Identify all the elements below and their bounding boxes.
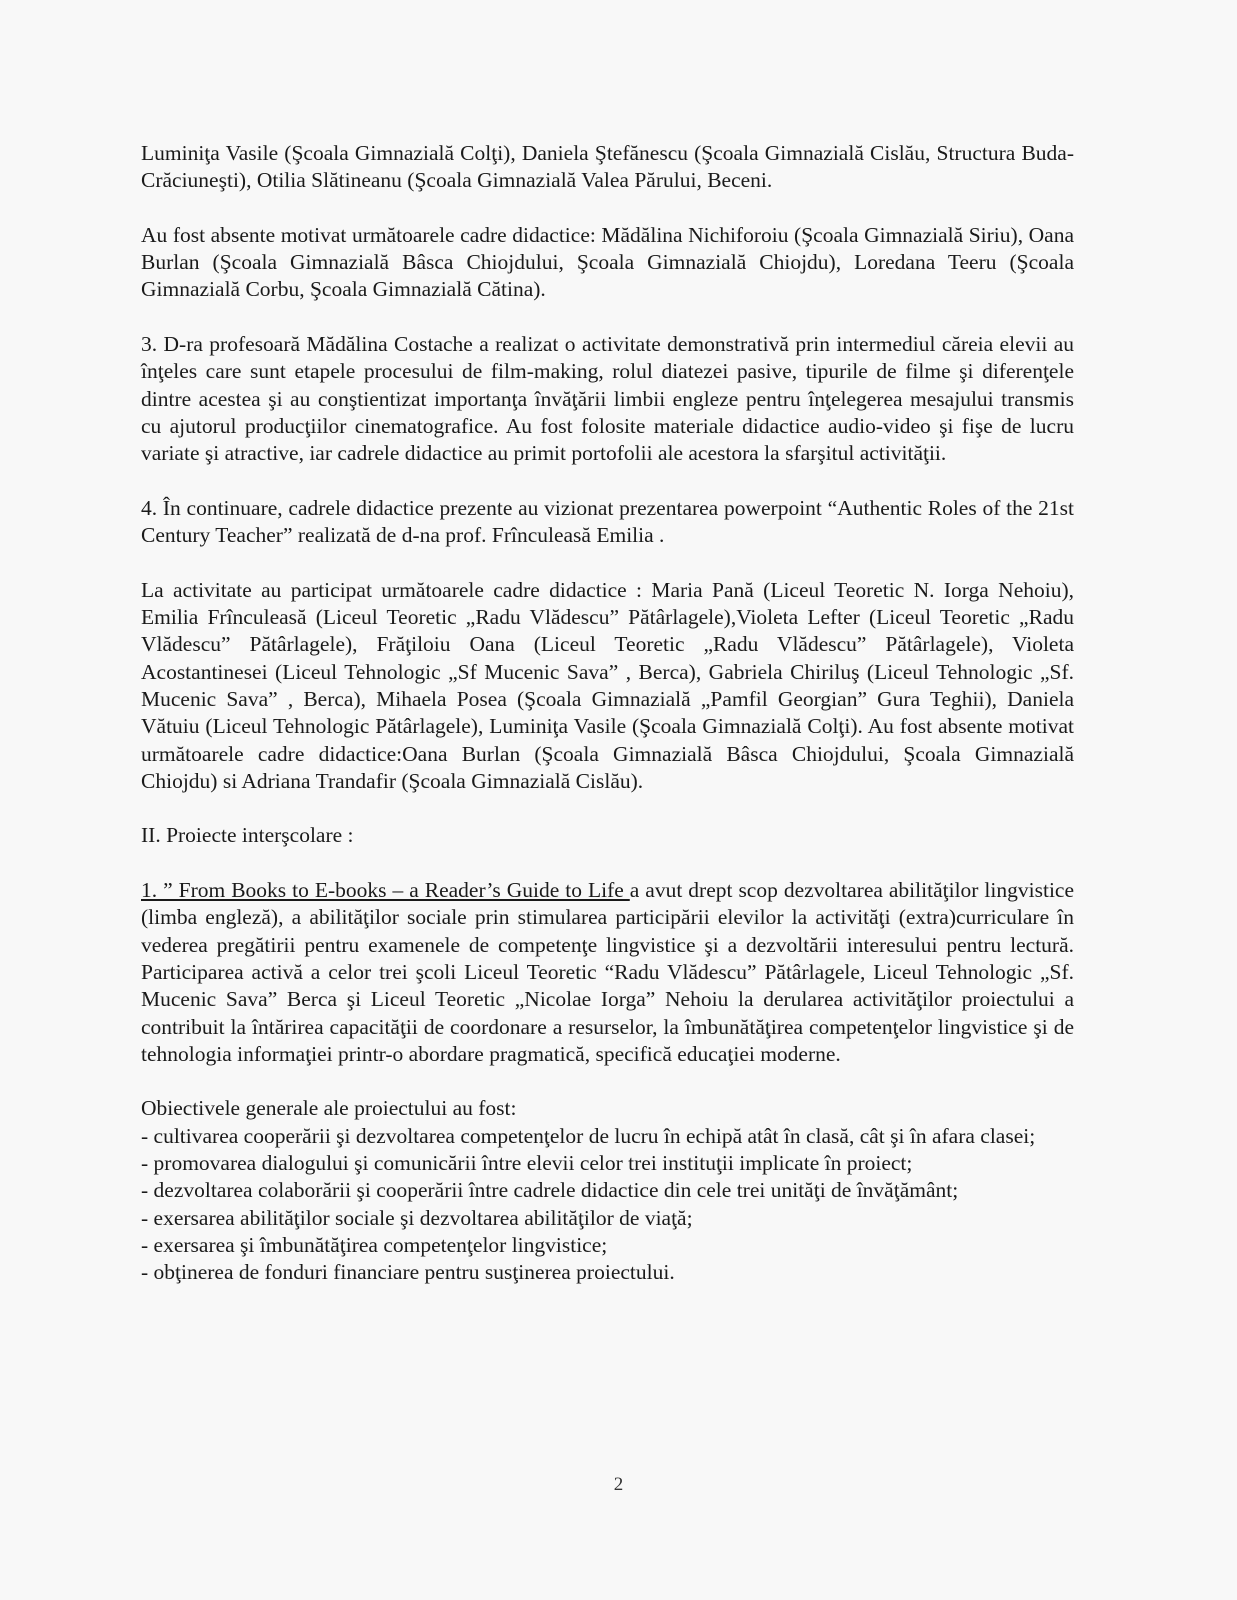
paragraph-item-4-presentation: 4. În continuare, cadrele didactice prezente au vizionat prezentarea powerpoint “Authentic Roles of the 21st Century Teacher” realizată de d-na prof. Frînculeasă Emilia .	[141, 495, 1074, 548]
project-description: a avut drept scop dezvoltarea abilităţilor lingvistice (limba engleză), a abilităţilor sociale prin stimularea participării elevilor la activităţi (extra)curriculare în vederea pregătirii pentru examenele de competenţe lingvistice şi a dezvoltării interesului pentru lectură. Participarea activă a celor trei şcoli Liceul Teoretic “Radu Vlădescu” Pătârlagele, Liceul Tehnologic „Sf. Mucenic Sava” Berca şi Liceul Teoretic „Nicolae Iorga” Nehoiu la derularea activităţilor proiectului a contribuit la întărirea capacităţii de coordonare a resurselor, la îmbunătăţirea competenţelor lingvistice şi de tehnologia informaţiei printr-o abordare pragmatică, specifică educaţiei moderne.	[141, 878, 1074, 1066]
paragraph-project-1	[141, 877, 1074, 1068]
objective-item: - promovarea dialogului şi comunicării între elevii celor trei instituţii implicate în proiect;	[141, 1150, 913, 1175]
paragraph-participants: La activitate au participat următoarele cadre didactice : Maria Pană (Liceul Teoretic N. Iorga Nehoiu), Emilia Frînculeasă (Liceul Teoretic „Radu Vlădescu” Pătârlagele),Violeta Lefter (Liceul Teoretic „Radu Vlădescu” Pătârlagele), Frăţiloiu Oana (Liceul Teoretic „Radu Vlădescu” Pătârlagele), Violeta Acostantinesei (Liceul Tehnologic „Sf Mucenic Sava” , Berca), Gabriela Chiriluş (Liceul Tehnologic „Sf. Mucenic Sava” , Berca), Mihaela Posea (Şcoala Gimnazială „Pamfil Georgian” Gura Teghii), Daniela Vătuiu (Liceul Tehnologic Pătârlagele), Luminiţa Vasile (Şcoala Gimnazială Colţi). Au fost absente motivat următoarele cadre didactice:Oana Burlan (Şcoala Gimnazială Bâsca Chiojdului, Şcoala Gimnazială Chiojdu) si Adriana Trandafir (Şcoala Gimnazială Cislău).	[141, 577, 1074, 793]
objective-item: - cultivarea cooperării şi dezvoltarea competenţelor de lucru în echipă atât în clasă, cât şi în afara clasei;	[141, 1123, 1036, 1148]
paragraph-attendees-continued: Luminiţa Vasile (Şcoala Gimnazială Colţi), Daniela Ştefănescu (Şcoala Gimnazială Cislău, Structura Buda-Crăciuneşti), Otilia Slătineanu (Şcoala Gimnazială Valea Părului, Beceni.	[141, 141, 1074, 193]
objective-item: - obţinerea de fonduri financiare pentru susţinerea proiectului.	[141, 1260, 675, 1285]
objectives-heading: Obiectivele generale ale proiectului au fost:	[141, 1096, 517, 1121]
objective-item: - dezvoltarea colaborării şi cooperării între cadrele didactice din cele trei unităţi de învăţământ;	[141, 1178, 959, 1203]
objectives-section	[141, 1095, 1074, 1286]
page-number: 2	[613, 1474, 624, 1495]
paragraph-item-3-demonstration: 3. D-ra profesoară Mădălina Costache a realizat o activitate demonstrativă prin intermediul căreia elevii au înţeles care sunt etapele procesului de film-making, rolul diatezei pasive, tipurile de filme şi diferenţele dintre acestea şi au conştientizat importanţa învăţării limbii engleze pentru înţelegerea mesajului transmis cu ajutorul producţiilor cinematografice. Au fost folosite materiale didactice audio-video şi fişe de lucru variate şi atractive, iar cadrele didactice au primit portofolii ale acestora la sfarşitul activităţii.	[141, 332, 1074, 466]
section-heading-interschool-projects: II. Proiecte interşcolare :	[141, 823, 354, 848]
project-title: 1. ” From Books to E-books – a Reader’s Guide to Life	[141, 878, 630, 903]
objective-item: - exersarea şi îmbunătăţirea competenţelor lingvistice;	[141, 1232, 608, 1257]
document-page	[141, 140, 1074, 1286]
objective-item: - exersarea abilităţilor sociale şi dezvoltarea abilităţilor de viaţă;	[141, 1205, 693, 1230]
paragraph-absentees: Au fost absente motivat următoarele cadre didactice: Mădălina Nichiforoiu (Şcoala Gimnazială Siriu), Oana Burlan (Şcoala Gimnazială Bâsca Chiojdului, Şcoala Gimnazială Chiojdu), Loredana Teeru (Şcoala Gimnazială Corbu, Şcoala Gimnazială Cătina).	[141, 222, 1074, 302]
objectives-list	[141, 1123, 1074, 1287]
